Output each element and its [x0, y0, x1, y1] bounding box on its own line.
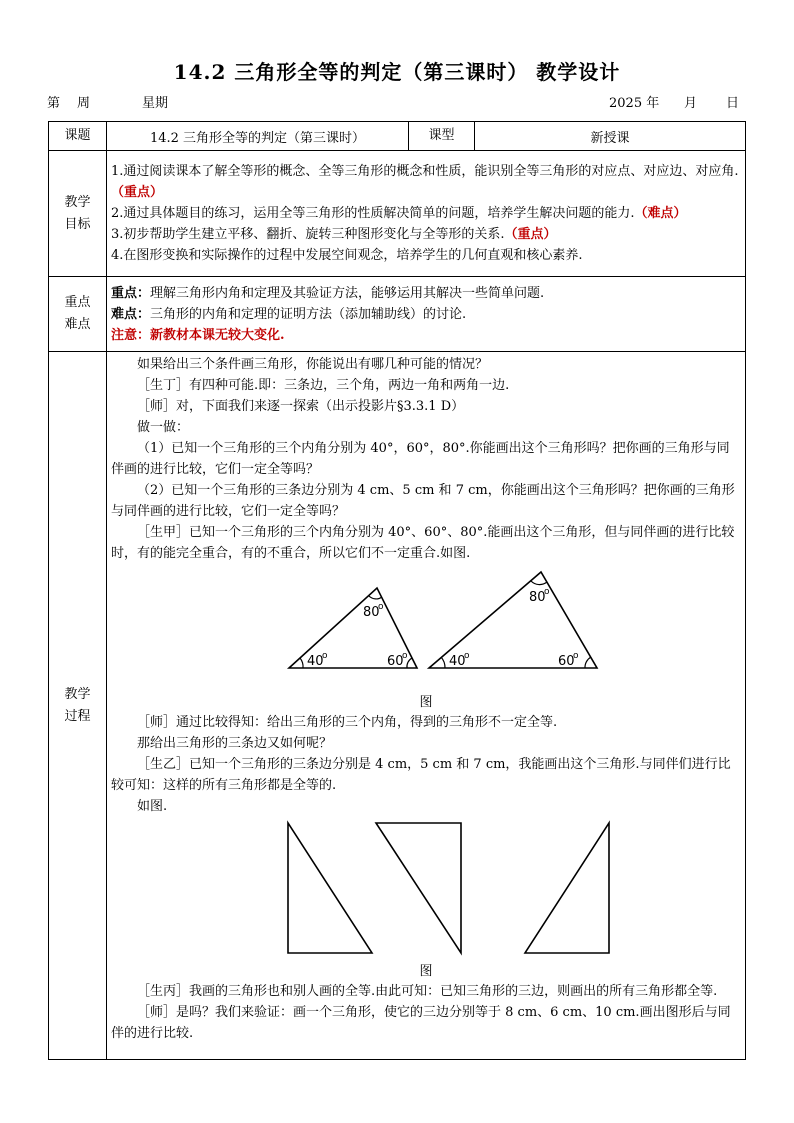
goal-item: 4.在图形变换和实际操作的过程中发展空间观念，培养学生的几何直观和核心素养.	[111, 248, 583, 263]
triangle-left	[288, 823, 372, 953]
degree-mark: o	[544, 587, 550, 597]
paragraph: ［生丁］有四种可能.即：三条边，三个角，两边一角和两角一边.	[137, 378, 510, 393]
paragraph: ［师］是吗？我们来验证：画一个三角形，使它的三边分别等于 8 cm、6 cm、10 cm.画出图形后与同伴的进行比较.	[111, 1005, 731, 1041]
kexing-label: 课型	[409, 122, 475, 151]
degree-mark: o	[464, 651, 470, 661]
paragraph: ［生乙］已知一个三角形的三条边分别是 4 cm，5 cm 和 7 cm，我能画出这个三角形.与同伴们进行比较可知：这样的所有三角形都是全等的.	[111, 757, 731, 793]
degree-mark: o	[573, 651, 579, 661]
figure-caption: 图	[419, 695, 433, 710]
keypoints-label-line1: 重点	[64, 295, 91, 310]
angle-label: 40	[307, 654, 324, 669]
week-yue: 月	[684, 96, 698, 111]
angle-arc	[369, 596, 382, 599]
goal-item: 3.初步帮助学生建立平移、翻折、旋转三种图形变化与全等形的关系.（重点）	[111, 227, 557, 242]
paragraph: （1）已知一个三角形的三个内角分别为 40°，60°，80°.你能画出这个三角形吗？把你画的三角形与同伴画的进行比较，它们一定全等吗？	[111, 441, 730, 477]
triangle-middle	[376, 823, 461, 953]
keypoints-content	[107, 277, 746, 352]
keypoints-label	[49, 277, 107, 352]
week-line	[47, 92, 741, 110]
paragraph: ［师］对，下面我们来逐一探索（出示投影片§3.3.1 D）	[137, 399, 465, 414]
process-content	[107, 352, 746, 1060]
week-di: 第	[47, 96, 61, 111]
goal-item: 2.通过具体题目的练习，运用全等三角形的性质解决简单的问题，培养学生解决问题的能力.（难点）	[111, 206, 687, 221]
nandian-line: 难点：三角形的内角和定理的证明方法（添加辅助线）的讨论.	[111, 306, 467, 322]
goals-label-line1: 教学	[64, 194, 91, 210]
process-label-line2: 过程	[64, 708, 91, 724]
keti-label: 课题	[49, 122, 107, 151]
degree-mark: o	[378, 602, 384, 612]
goals-label-line2: 目标	[64, 216, 91, 232]
week-year: 2025 年	[609, 96, 660, 111]
goals-content	[107, 151, 746, 277]
paragraph: 那给出三角形的三条边又如何呢？	[137, 736, 333, 751]
goal-item: 1.通过阅读课本了解全等形的概念、全等三角形的概念和性质，能识别全等三角形的对应点、对应边、对应角.（重点）	[111, 164, 739, 200]
figure-caption: 图	[419, 964, 433, 979]
figure-side-triangles	[111, 817, 741, 963]
paragraph: （2）已知一个三角形的三条边分别为 4 cm、5 cm 和 7 cm，你能画出这个三角形吗？把你画的三角形与同伴画的进行比较，它们一定全等吗？	[111, 483, 735, 519]
paragraph: ［师］通过比较得知：给出三角形的三个内角，得到的三角形不一定全等.	[137, 715, 558, 730]
angle-triangles-svg	[111, 564, 791, 694]
week-xingqi: 星期	[142, 96, 169, 111]
figure-angle-triangles	[111, 564, 741, 694]
kexing-value: 新授课	[475, 122, 746, 151]
angle-arc	[441, 657, 445, 668]
keypoints-label-line2: 难点	[64, 317, 91, 332]
angle-arc	[407, 658, 412, 668]
triangle-right	[525, 823, 609, 953]
paragraph: 如果给出三个条件画三角形，你能说出有哪几种可能的情况？	[137, 357, 489, 372]
paragraph: ［生丙］我画的三角形也和别人画的全等.由此可知：已知三角形的三边，则画出的所有三角形都全等.	[137, 984, 718, 999]
document-title: 14.2 三角形全等的判定（第三课时） 教学设计	[173, 60, 621, 84]
lesson-table	[48, 121, 746, 1060]
process-label	[49, 352, 107, 1060]
degree-mark: o	[322, 651, 328, 661]
degree-mark: o	[402, 651, 408, 661]
angle-label: 80	[363, 605, 380, 620]
paragraph: 做一做：	[137, 420, 190, 435]
paragraph: ［生甲］已知一个三角形的三个内角分别为 40°、60°、80°.能画出这个三角形，但与同伴画的进行比较时，有的能完全重合，有的不重合，所以它们不一定重合.如图.	[111, 525, 735, 561]
angle-arc	[531, 581, 547, 585]
goals-label	[49, 151, 107, 277]
angle-arc	[585, 657, 591, 668]
angle-arc	[300, 658, 303, 668]
side-triangles-svg	[111, 817, 791, 963]
angle-label: 60	[558, 654, 575, 669]
paragraph: 如图.	[137, 799, 168, 814]
process-label-line1: 教学	[64, 686, 91, 702]
zhongdian-line: 重点：理解三角形内角和定理及其验证方法，能够运用其解决一些简单问题.	[111, 285, 545, 301]
keti-value: 14.2 三角形全等的判定（第三课时）	[107, 122, 409, 151]
week-ri: 日	[726, 96, 740, 111]
angle-label: 40	[449, 654, 466, 669]
angle-label: 80	[529, 590, 546, 605]
angle-label: 60	[387, 654, 404, 669]
week-zhou: 周	[77, 96, 91, 111]
note-line: 注意：新教材本课无较大变化.	[111, 327, 285, 343]
